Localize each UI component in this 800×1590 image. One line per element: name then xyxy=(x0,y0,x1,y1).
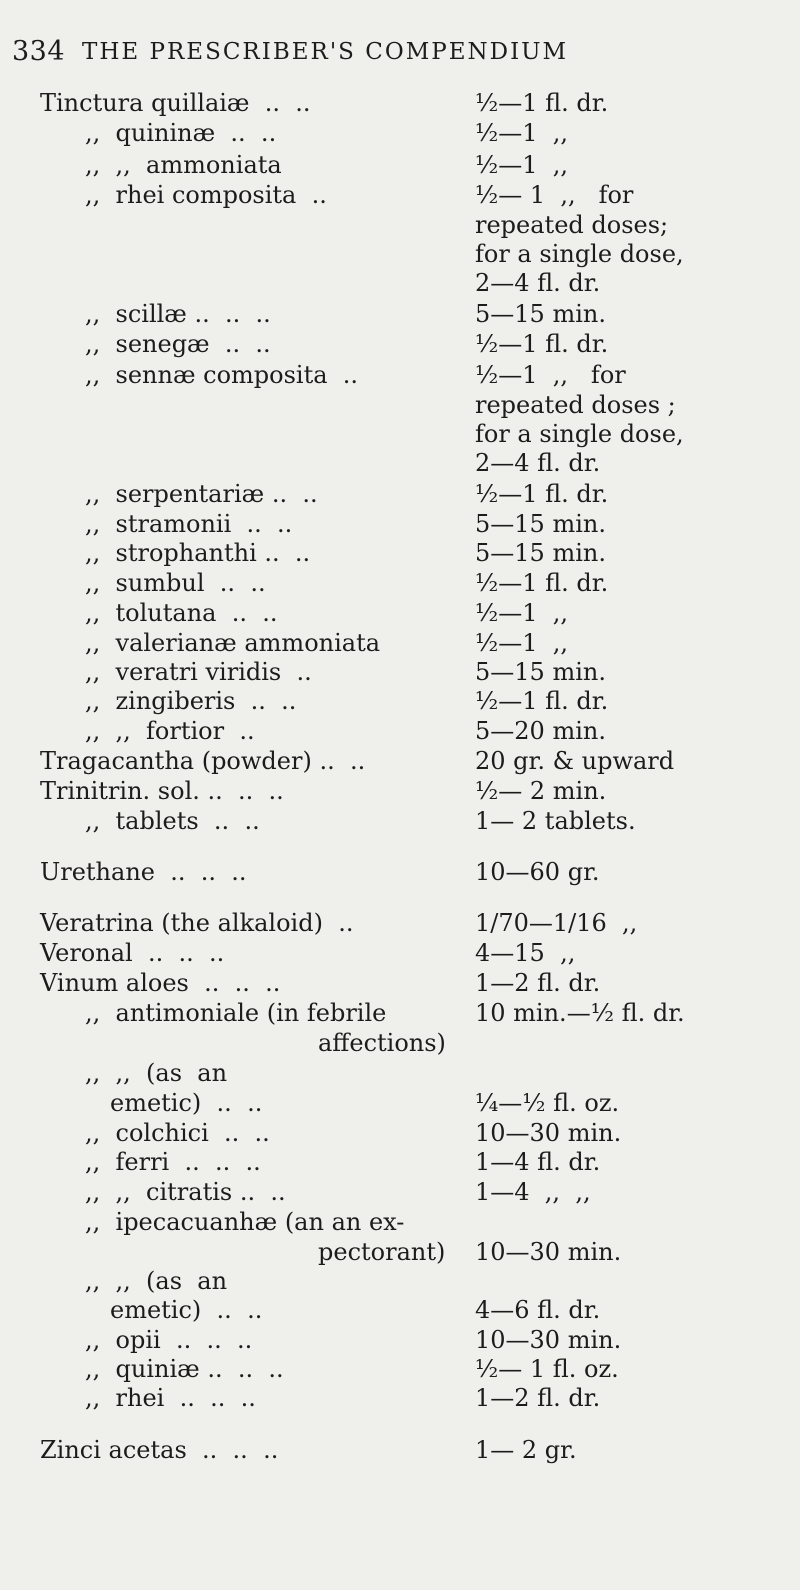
table-row xyxy=(0,1207,800,1241)
dose: ½—1 ,, xyxy=(475,599,569,627)
table-row xyxy=(0,1058,800,1092)
dose: 10—30 min. xyxy=(475,1119,622,1147)
drug-name: ,, quininæ .. .. xyxy=(85,119,277,147)
dose: 10—30 min. xyxy=(475,1326,622,1354)
drug-name: ,, rhei composita .. xyxy=(85,181,327,209)
dose: ½—1 fl. dr. xyxy=(475,569,609,597)
table-row xyxy=(0,1177,800,1211)
drug-name: Tragacantha (powder) .. .. xyxy=(40,747,366,775)
dose: 10 min.—½ fl. dr. xyxy=(475,999,685,1027)
dose: ½—1 ,, xyxy=(475,151,569,179)
dose: 1—2 fl. dr. xyxy=(475,1384,601,1412)
dose: 1— 2 gr. xyxy=(475,1436,577,1464)
table-row xyxy=(0,150,800,184)
table-row xyxy=(0,686,800,720)
drug-name: ,, ,, (as an xyxy=(85,1267,228,1295)
drug-name: ,, ,, (as an xyxy=(85,1059,228,1087)
table-row xyxy=(0,1383,800,1417)
table-row xyxy=(0,857,800,891)
running-title: THE PRESCRIBER'S COMPENDIUM xyxy=(82,39,569,65)
dose: 1/70—1/16 ,, xyxy=(475,909,638,937)
dose: 10—30 min. xyxy=(475,1238,622,1266)
dose-note: for a single dose, xyxy=(475,240,684,268)
dose: 5—15 min. xyxy=(475,539,606,567)
drug-name-continuation: emetic) .. .. xyxy=(110,1296,263,1324)
drug-name: ,, opii .. .. .. xyxy=(85,1326,253,1354)
page-number: 334 xyxy=(12,36,66,67)
dose-note: repeated doses ; xyxy=(475,391,676,419)
dose: ½— 1 ,, for xyxy=(475,181,634,209)
table-row xyxy=(0,938,800,972)
table-row xyxy=(0,118,800,152)
drug-name: ,, ,, ammoniata xyxy=(85,151,282,179)
drug-name: Zinci acetas .. .. .. xyxy=(40,1436,279,1464)
drug-name: ,, zingiberis .. .. xyxy=(85,687,297,715)
drug-name: ,, ,, fortior .. xyxy=(85,717,255,745)
dose: ½—1 fl. dr. xyxy=(475,687,609,715)
drug-name: ,, scillæ .. .. .. xyxy=(85,300,271,328)
dose: ½—1 ,, for xyxy=(475,361,626,389)
dose: ½— 2 min. xyxy=(475,777,607,805)
dose: ½—1 ,, xyxy=(475,629,569,657)
dose: ¼—½ fl. oz. xyxy=(475,1089,620,1117)
table-row xyxy=(0,568,800,602)
dose-note: for a single dose, xyxy=(475,420,684,448)
drug-name: Trinitrin. sol. .. .. .. xyxy=(40,777,284,805)
table-row xyxy=(0,299,800,333)
dose: 4—15 ,, xyxy=(475,939,576,967)
drug-name: ,, antimoniale (in febrile xyxy=(85,999,387,1027)
table-row xyxy=(0,806,800,840)
dose: 1—4 fl. dr. xyxy=(475,1148,601,1176)
dose: 5—15 min. xyxy=(475,300,606,328)
table-row xyxy=(0,329,800,363)
drug-name: ,, colchici .. .. xyxy=(85,1119,270,1147)
table-row xyxy=(0,180,800,214)
drug-name: ,, valerianæ ammoniata xyxy=(85,629,381,657)
drug-name: Veronal .. .. .. xyxy=(40,939,225,967)
drug-name: ,, senegæ .. .. xyxy=(85,330,271,358)
dose: ½—1 fl. dr. xyxy=(475,89,609,117)
table-row xyxy=(0,88,800,122)
dose: ½—1 fl. dr. xyxy=(475,330,609,358)
dose: ½—1 fl. dr. xyxy=(475,480,609,508)
drug-name: ,, ,, citratis .. .. xyxy=(85,1178,286,1206)
table-row xyxy=(0,479,800,513)
dose-note: 2—4 fl. dr. xyxy=(475,269,601,297)
drug-name: ,, veratri viridis .. xyxy=(85,658,312,686)
table-row xyxy=(0,968,800,1002)
drug-name: ,, quiniæ .. .. .. xyxy=(85,1355,284,1383)
drug-name: ,, tolutana .. .. xyxy=(85,599,278,627)
dose: 1—2 fl. dr. xyxy=(475,969,601,997)
drug-name: ,, tablets .. .. xyxy=(85,807,260,835)
dose: 20 gr. & upward xyxy=(475,747,675,775)
drug-name: Vinum aloes .. .. .. xyxy=(40,969,281,997)
table-row xyxy=(0,746,800,780)
table-row xyxy=(0,776,800,810)
dose: 4—6 fl. dr. xyxy=(475,1296,601,1324)
table-row xyxy=(0,716,800,750)
dose: 1— 2 tablets. xyxy=(475,807,636,835)
table-row xyxy=(0,360,800,394)
table-row xyxy=(0,1147,800,1181)
dose: 5—15 min. xyxy=(475,510,606,538)
drug-name: ,, serpentariæ .. .. xyxy=(85,480,318,508)
table-row xyxy=(0,598,800,632)
drug-name-continuation: emetic) .. .. xyxy=(110,1089,263,1117)
drug-name: ,, rhei .. .. .. xyxy=(85,1384,256,1412)
table-row xyxy=(0,998,800,1032)
dose-note: 2—4 fl. dr. xyxy=(475,449,601,477)
table-row xyxy=(0,908,800,942)
dose: 1—4 ,, ,, xyxy=(475,1178,591,1206)
drug-name-continuation: pectorant) xyxy=(318,1238,446,1266)
drug-name: ,, ipecacuanhæ (an an ex- xyxy=(85,1208,405,1236)
drug-name: ,, sumbul .. .. xyxy=(85,569,266,597)
dose: 5—20 min. xyxy=(475,717,606,745)
dose: ½—1 ,, xyxy=(475,119,569,147)
dose: ½— 1 fl. oz. xyxy=(475,1355,619,1383)
drug-name: ,, sennæ composita .. xyxy=(85,361,359,389)
drug-name: Veratrina (the alkaloid) .. xyxy=(40,909,354,937)
drug-name: Tinctura quillaiæ .. .. xyxy=(40,89,311,117)
drug-name: ,, stramonii .. .. xyxy=(85,510,293,538)
dose: 10—60 gr. xyxy=(475,858,600,886)
table-row xyxy=(0,538,800,572)
dose-note: repeated doses; xyxy=(475,211,669,239)
drug-name-continuation: affections) xyxy=(318,1029,446,1057)
drug-name: ,, ferri .. .. .. xyxy=(85,1148,261,1176)
drug-name: ,, strophanthi .. .. xyxy=(85,539,311,567)
table-row xyxy=(0,1435,800,1469)
dose: 5—15 min. xyxy=(475,658,606,686)
drug-name: Urethane .. .. .. xyxy=(40,858,247,886)
